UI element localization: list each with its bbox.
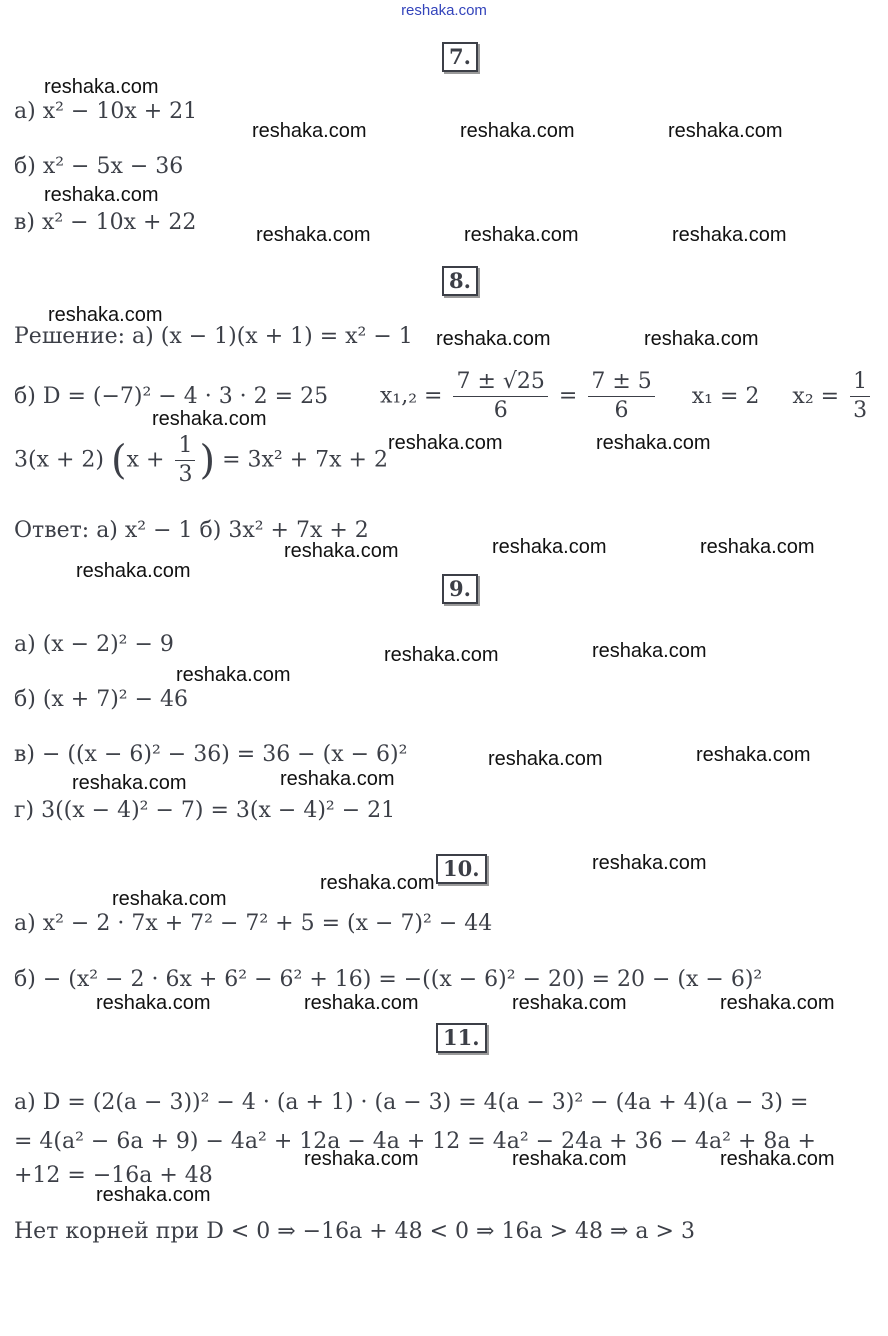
watermark: reshaka.com — [512, 1148, 627, 1170]
watermark: reshaka.com — [720, 1148, 835, 1170]
fraction-denominator: 6 — [614, 398, 629, 423]
watermark: reshaka.com — [304, 1148, 419, 1170]
problem-7-a: а) x² − 10x + 21 — [14, 99, 198, 124]
problem-9-b: б) (x + 7)² − 46 — [14, 687, 189, 712]
problem-number-7: 7. — [442, 42, 478, 72]
problem-11-line-3: +12 = −16a + 48 — [14, 1163, 213, 1188]
roots-fraction-2 — [588, 368, 654, 425]
watermark: reshaka.com — [512, 992, 627, 1014]
roots-label: x₁,₂ = — [380, 383, 443, 409]
watermark: reshaka.com — [44, 184, 159, 206]
fraction-numerator: 1 — [175, 432, 195, 461]
fraction-denominator: 6 — [493, 398, 508, 423]
problem-9-a: а) (x − 2)² − 9 — [14, 632, 174, 657]
watermark: reshaka.com — [96, 992, 211, 1014]
problem-8-solution-a: Решение: а) (x − 1)(x + 1) = x² − 1 — [14, 324, 413, 349]
watermark: reshaka.com — [492, 536, 607, 558]
site-header-link[interactable]: reshaka.com — [401, 2, 487, 19]
factor-inner: x + — [126, 447, 165, 473]
watermark: reshaka.com — [96, 1184, 211, 1206]
factor-left: 3(x + 2) — [14, 447, 104, 473]
watermark: reshaka.com — [152, 408, 267, 430]
problem-11-conclusion: Нет корней при D < 0 ⇒ −16a + 48 < 0 ⇒ 16a > 48 ⇒ a > 3 — [14, 1219, 695, 1244]
watermark: reshaka.com — [696, 744, 811, 766]
roots-fraction-1 — [453, 368, 547, 425]
watermark: reshaka.com — [700, 536, 815, 558]
fraction-denominator: 3 — [178, 462, 193, 487]
watermark: reshaka.com — [72, 772, 187, 794]
problem-10-b: б) − (x² − 2 · 6x + 6² − 6² + 16) = −((x − 6)² − 20) = 20 − (x − 6)² — [14, 967, 763, 992]
watermark: reshaka.com — [304, 992, 419, 1014]
watermark: reshaka.com — [48, 304, 163, 326]
root-x2-fraction — [850, 368, 870, 425]
problem-8-discriminant: б) D = (−7)² − 4 · 3 · 2 = 25 — [14, 384, 329, 409]
fraction-denominator: 3 — [853, 398, 868, 423]
factor-fraction — [175, 432, 195, 489]
root-x2-label: x₂ = — [792, 383, 840, 409]
watermark: reshaka.com — [460, 120, 575, 142]
watermark: reshaka.com — [644, 328, 759, 350]
problem-11-line-1: а) D = (2(a − 3))² − 4 · (a + 1) · (a − 3) = 4(a − 3)² − (4a + 4)(a − 3) = — [14, 1090, 809, 1115]
problem-9-d: г) 3((x − 4)² − 7) = 3(x − 4)² − 21 — [14, 798, 396, 823]
problem-number-8: 8. — [442, 266, 478, 296]
problem-7-b: б) x² − 5x − 36 — [14, 154, 184, 179]
problem-number-11: 11. — [436, 1023, 487, 1053]
watermark: reshaka.com — [256, 224, 371, 246]
watermark: reshaka.com — [596, 432, 711, 454]
watermark: reshaka.com — [176, 664, 291, 686]
watermark: reshaka.com — [720, 992, 835, 1014]
watermark: reshaka.com — [76, 560, 191, 582]
watermark: reshaka.com — [252, 120, 367, 142]
watermark: reshaka.com — [464, 224, 579, 246]
fraction-numerator: 7 ± 5 — [588, 368, 654, 397]
problem-number-9: 9. — [442, 574, 478, 604]
problem-8-factorization — [14, 432, 388, 489]
watermark: reshaka.com — [488, 748, 603, 770]
watermark: reshaka.com — [388, 432, 503, 454]
watermark: reshaka.com — [112, 888, 227, 910]
problem-8-answer: Ответ: а) x² − 1 б) 3x² + 7x + 2 — [14, 518, 369, 543]
problem-11-line-2: = 4(a² − 6a + 9) − 4a² + 12a − 4a + 12 = 4a² − 24a + 36 − 4a² + 8a + — [14, 1129, 816, 1154]
watermark: reshaka.com — [44, 76, 159, 98]
watermark: reshaka.com — [668, 120, 783, 142]
fraction-numerator: 1 — [850, 368, 870, 397]
watermark: reshaka.com — [320, 872, 435, 894]
watermark: reshaka.com — [592, 640, 707, 662]
watermark: reshaka.com — [284, 540, 399, 562]
watermark: reshaka.com — [672, 224, 787, 246]
factor-right: = 3x² + 7x + 2 — [222, 447, 388, 473]
watermark: reshaka.com — [280, 768, 395, 790]
paren-open: ( — [111, 437, 127, 484]
root-x1: x₁ = 2 — [691, 383, 760, 409]
problem-8-roots — [380, 368, 874, 425]
watermark: reshaka.com — [384, 644, 499, 666]
watermark: reshaka.com — [592, 852, 707, 874]
watermark: reshaka.com — [436, 328, 551, 350]
fraction-numerator: 7 ± √25 — [453, 368, 547, 397]
equals-sign: = — [558, 383, 578, 409]
problem-9-c: в) − ((x − 6)² − 36) = 36 − (x − 6)² — [14, 742, 408, 767]
problem-7-c: в) x² − 10x + 22 — [14, 210, 197, 235]
problem-number-10: 10. — [436, 854, 487, 884]
paren-close: ) — [199, 437, 216, 484]
problem-10-a: а) x² − 2 · 7x + 7² − 7² + 5 = (x − 7)² − 44 — [14, 911, 493, 936]
